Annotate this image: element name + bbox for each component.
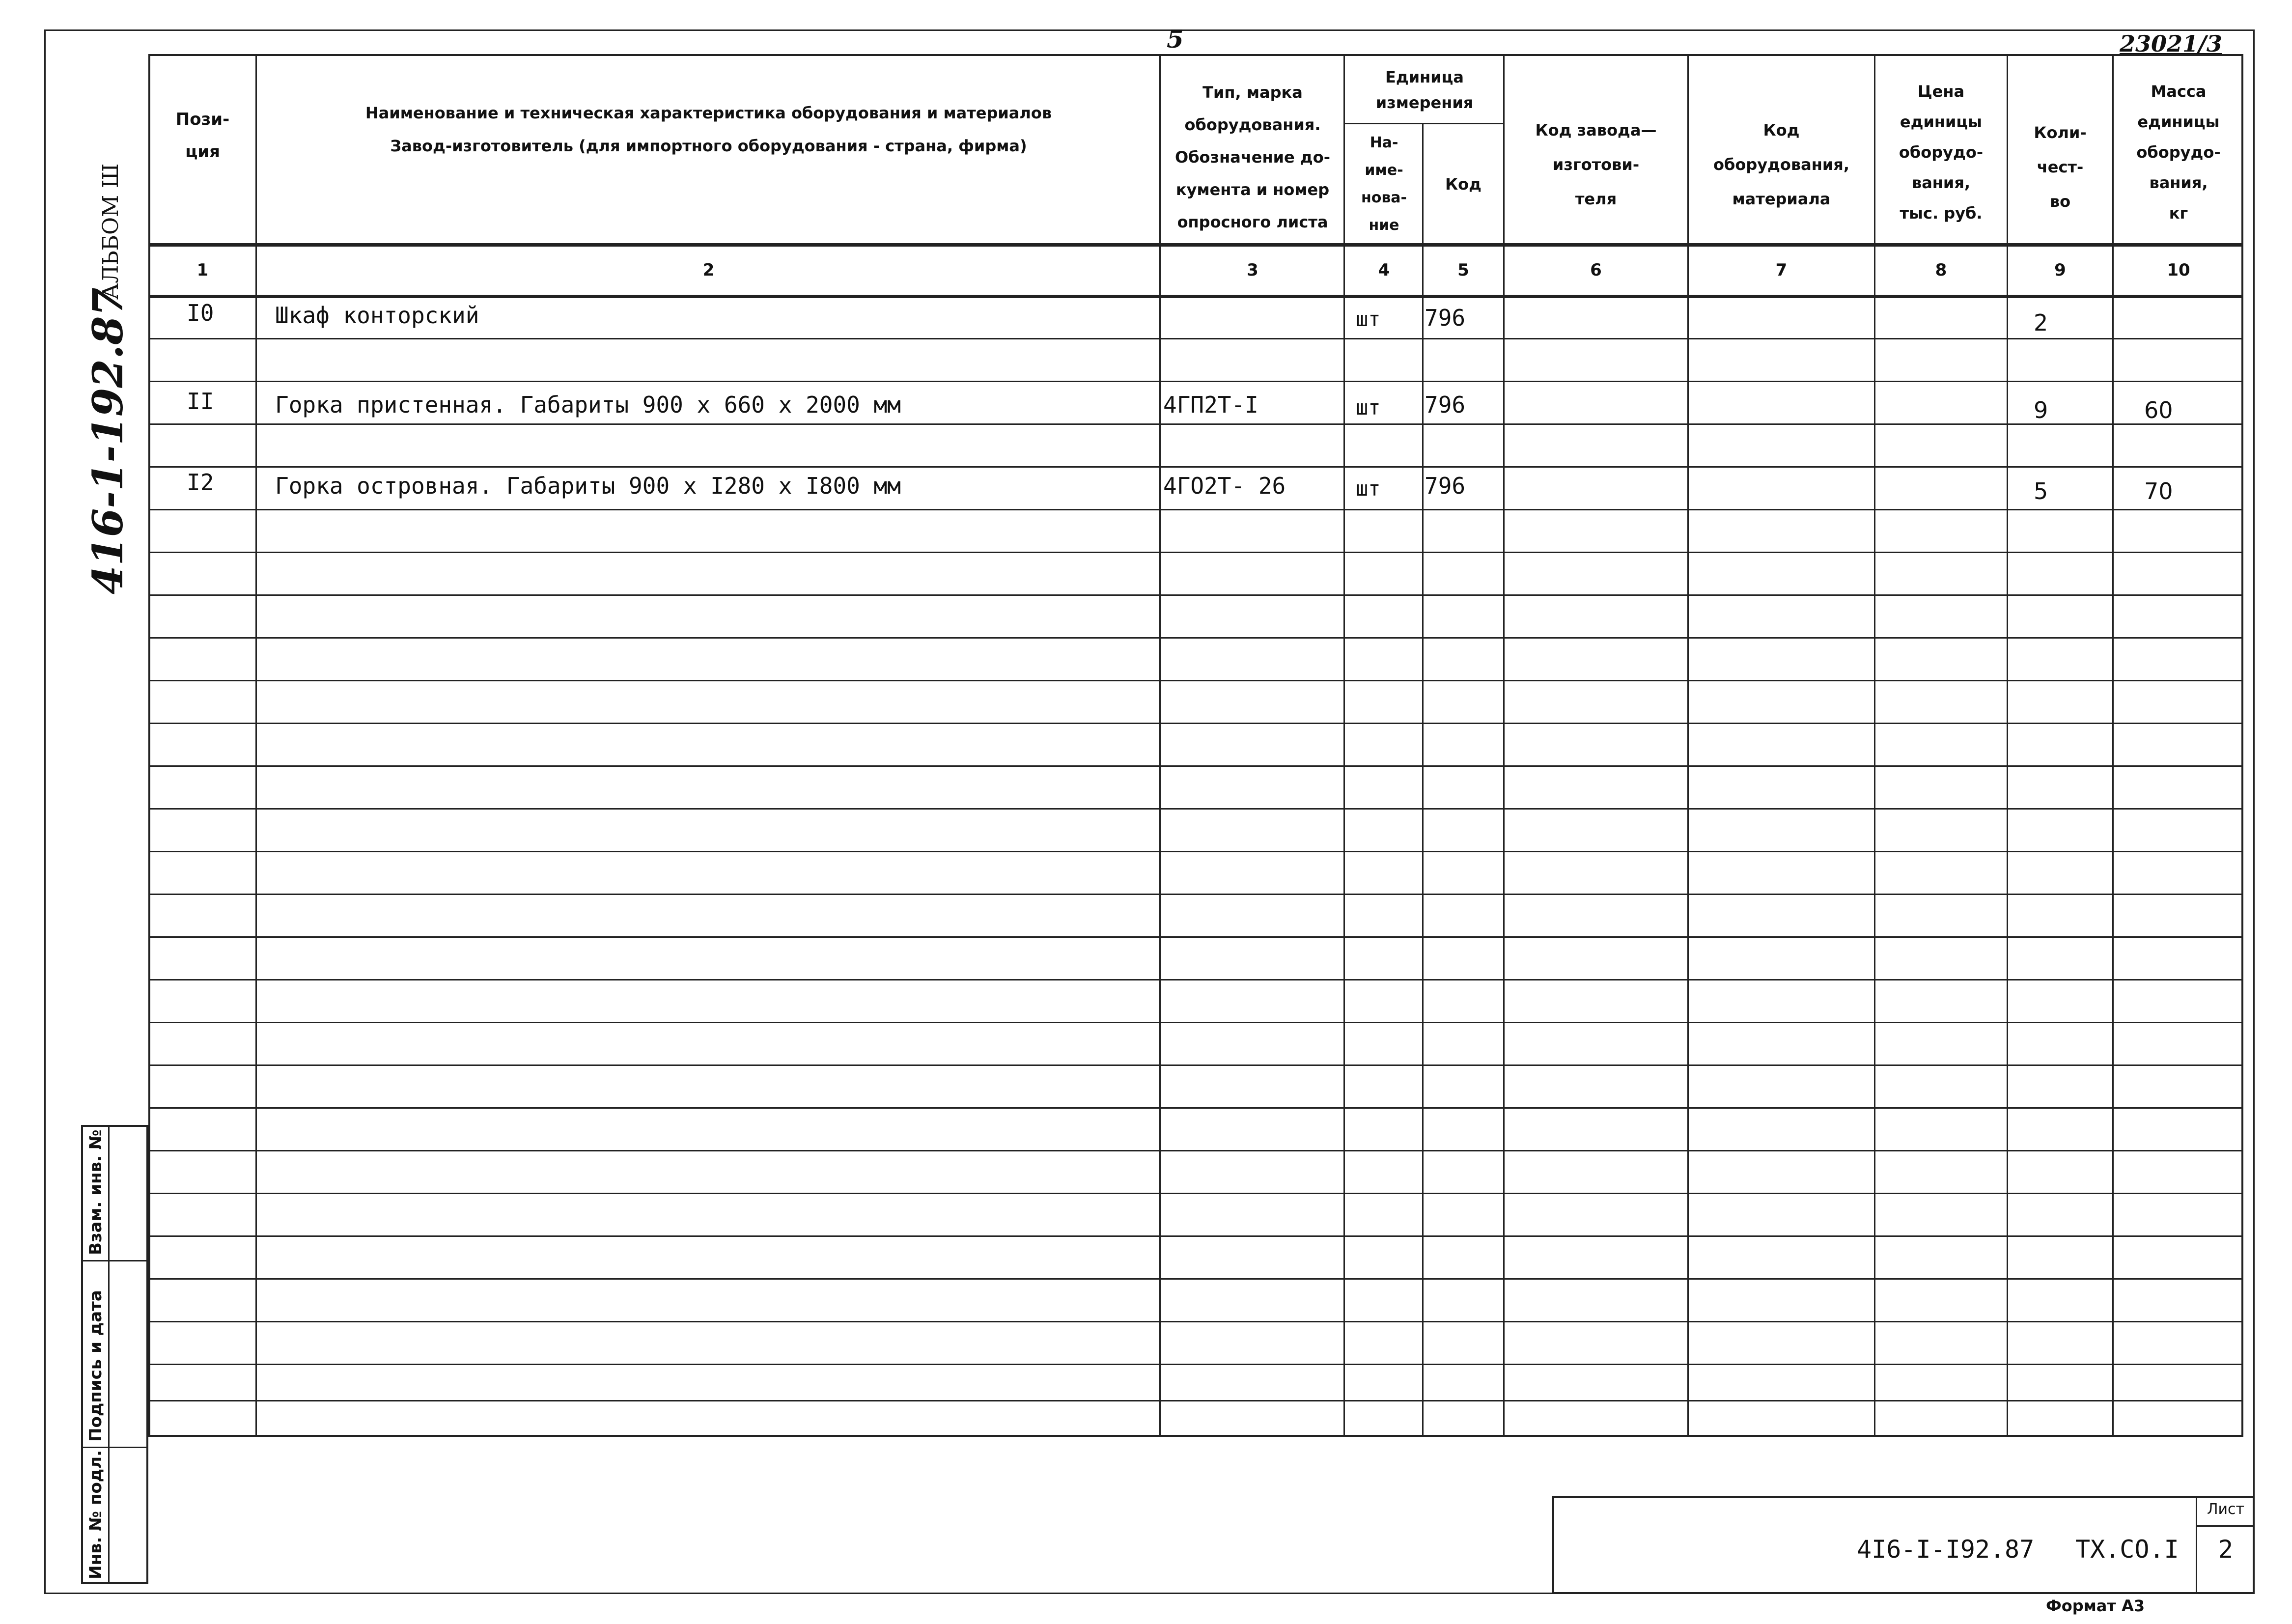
sheet-number: 2: [2218, 1535, 2234, 1564]
col-number-9: 9: [2054, 260, 2066, 280]
row-3-name: Горка островная. Габариты 900 х I280 х I800 мм: [275, 473, 901, 499]
row-2-mass: 60: [2144, 397, 2173, 423]
row-1-position: I0: [187, 300, 214, 326]
row-2-unit-code: 796: [1425, 392, 1466, 418]
row-3-unit-name: шт: [1356, 476, 1381, 501]
col-number-1: 1: [196, 260, 209, 280]
row-2-name: Горка пристенная. Габариты 900 х 660 х 2000 мм: [275, 392, 901, 418]
row-2-position: II: [187, 388, 214, 415]
row-1-unit-code: 796: [1425, 305, 1466, 331]
col-number-6: 6: [1590, 260, 1602, 280]
header-unit-name: На- име- нова- ние: [1361, 134, 1407, 234]
stamp-replaced-inv: Взам. инв. №: [86, 1129, 106, 1255]
row-3-unit-code: 796: [1425, 473, 1466, 499]
header-unit-mass: Масса единицы оборудо- вания, кг: [2136, 82, 2221, 223]
header-name-line2: Завод-изготовитель (для импортного оборудования - страна, фирма): [390, 137, 1027, 155]
album-label: АЛЬБОМ Ш: [98, 163, 123, 300]
row-1-quantity: 2: [2034, 309, 2048, 336]
row-1-unit-name: шт: [1356, 307, 1381, 331]
header-quantity: Коли- чест- во: [2034, 123, 2087, 211]
header-unit-code: Код: [1445, 175, 1481, 194]
row-2-quantity: 9: [2034, 397, 2048, 423]
row-1-name: Шкаф конторский: [275, 302, 479, 329]
header-equipment-code: Код оборудования, материала: [1713, 121, 1849, 208]
stamp-original-inv: Инв. № подл.: [86, 1450, 106, 1579]
project-handwritten: 416-1-192.87: [84, 287, 132, 594]
col-number-4: 4: [1378, 260, 1390, 280]
header-unit-group: Единица измерения: [1375, 68, 1474, 112]
header-name-line1: Наименование и техническая характеристика оборудования и материалов: [365, 104, 1052, 122]
stamp-signature-date: Подпись и дата: [86, 1290, 106, 1442]
row-3-quantity: 5: [2034, 478, 2048, 504]
document-code: 4I6-I-I92.87: [1857, 1535, 2035, 1564]
col-number-2: 2: [702, 260, 715, 280]
col-number-8: 8: [1935, 260, 1947, 280]
page-number-mark: 5: [1167, 25, 1184, 54]
archive-number-mark: 23021/3: [2120, 30, 2222, 57]
header-position: Пози- ция: [175, 110, 230, 162]
col-number-3: 3: [1247, 260, 1258, 280]
sheet-code: ТХ.СО.I: [2075, 1535, 2179, 1564]
col-number-5: 5: [1457, 260, 1469, 280]
row-2-unit-name: шт: [1356, 395, 1381, 420]
col-number-10: 10: [2167, 260, 2190, 280]
header-type-mark: Тип, марка оборудования. Обозначение до- кумента и номер опросного листа: [1175, 83, 1330, 231]
col-number-7: 7: [1775, 260, 1788, 280]
row-3-type-mark: 4ГО2Т- 26: [1163, 473, 1286, 499]
sheet-label: Лист: [2207, 1501, 2245, 1518]
row-2-type-mark: 4ГП2Т-I: [1163, 392, 1258, 418]
row-3-mass: 70: [2144, 478, 2173, 504]
row-3-position: I2: [187, 469, 214, 496]
header-manufacturer-code: Код завода— изготови- теля: [1535, 121, 1657, 208]
format-label: Формат А3: [2046, 1596, 2145, 1615]
header-unit-price: Цена единицы оборудо- вания, тыс. руб.: [1899, 82, 1984, 223]
